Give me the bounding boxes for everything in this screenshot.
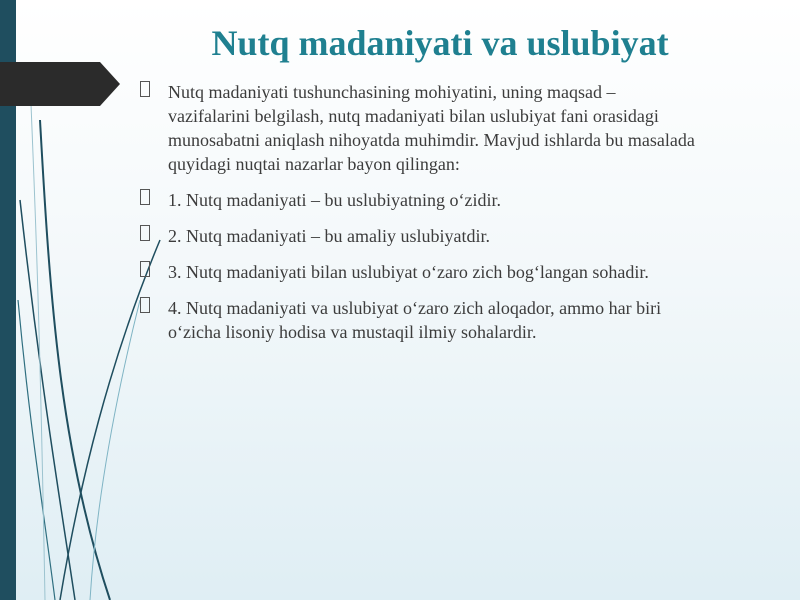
bullet-item — [140, 80, 700, 176]
bullet-text: 4. Nutq madaniyati va uslubiyat oʻzaro zich aloqador, ammo har biri oʻzicha lisoniy hodisa va mustaqil ilmiy sohalardir. — [168, 298, 662, 342]
bullet-item — [140, 260, 700, 284]
bullet-marker-icon — [140, 297, 150, 313]
bullet-item — [140, 224, 700, 248]
bullet-list — [140, 80, 700, 356]
bullet-text: 3. Nutq madaniyati bilan uslubiyat oʻzaro zich bogʻlangan sohadir. — [168, 262, 649, 282]
slide-title: Nutq madaniyati va uslubiyat — [211, 23, 669, 63]
bullet-marker-icon — [140, 261, 150, 277]
bullet-item — [140, 188, 700, 212]
bullet-text: 2. Nutq madaniyati – bu amaliy uslubiyatdir. — [168, 226, 490, 246]
bullet-marker-icon — [140, 189, 150, 205]
bullet-text: Nutq madaniyati tushunchasining mohiyatini, uning maqsad – vazifalarini belgilash, nutq madaniyati bilan uslubiyat fani orasidagi munosabatni aniqlash nihoyatda muhimdir. Mavjud ishlarda bu masalada quyidagi nuqtai nazarlar bayon qilingan: — [168, 82, 695, 174]
bullet-item — [140, 296, 700, 344]
bullet-text: 1. Nutq madaniyati – bu uslubiyatning oʻzidir. — [168, 190, 501, 210]
title-tab-arrow — [0, 62, 120, 106]
bullet-marker-icon — [140, 81, 150, 97]
bullet-marker-icon — [140, 225, 150, 241]
